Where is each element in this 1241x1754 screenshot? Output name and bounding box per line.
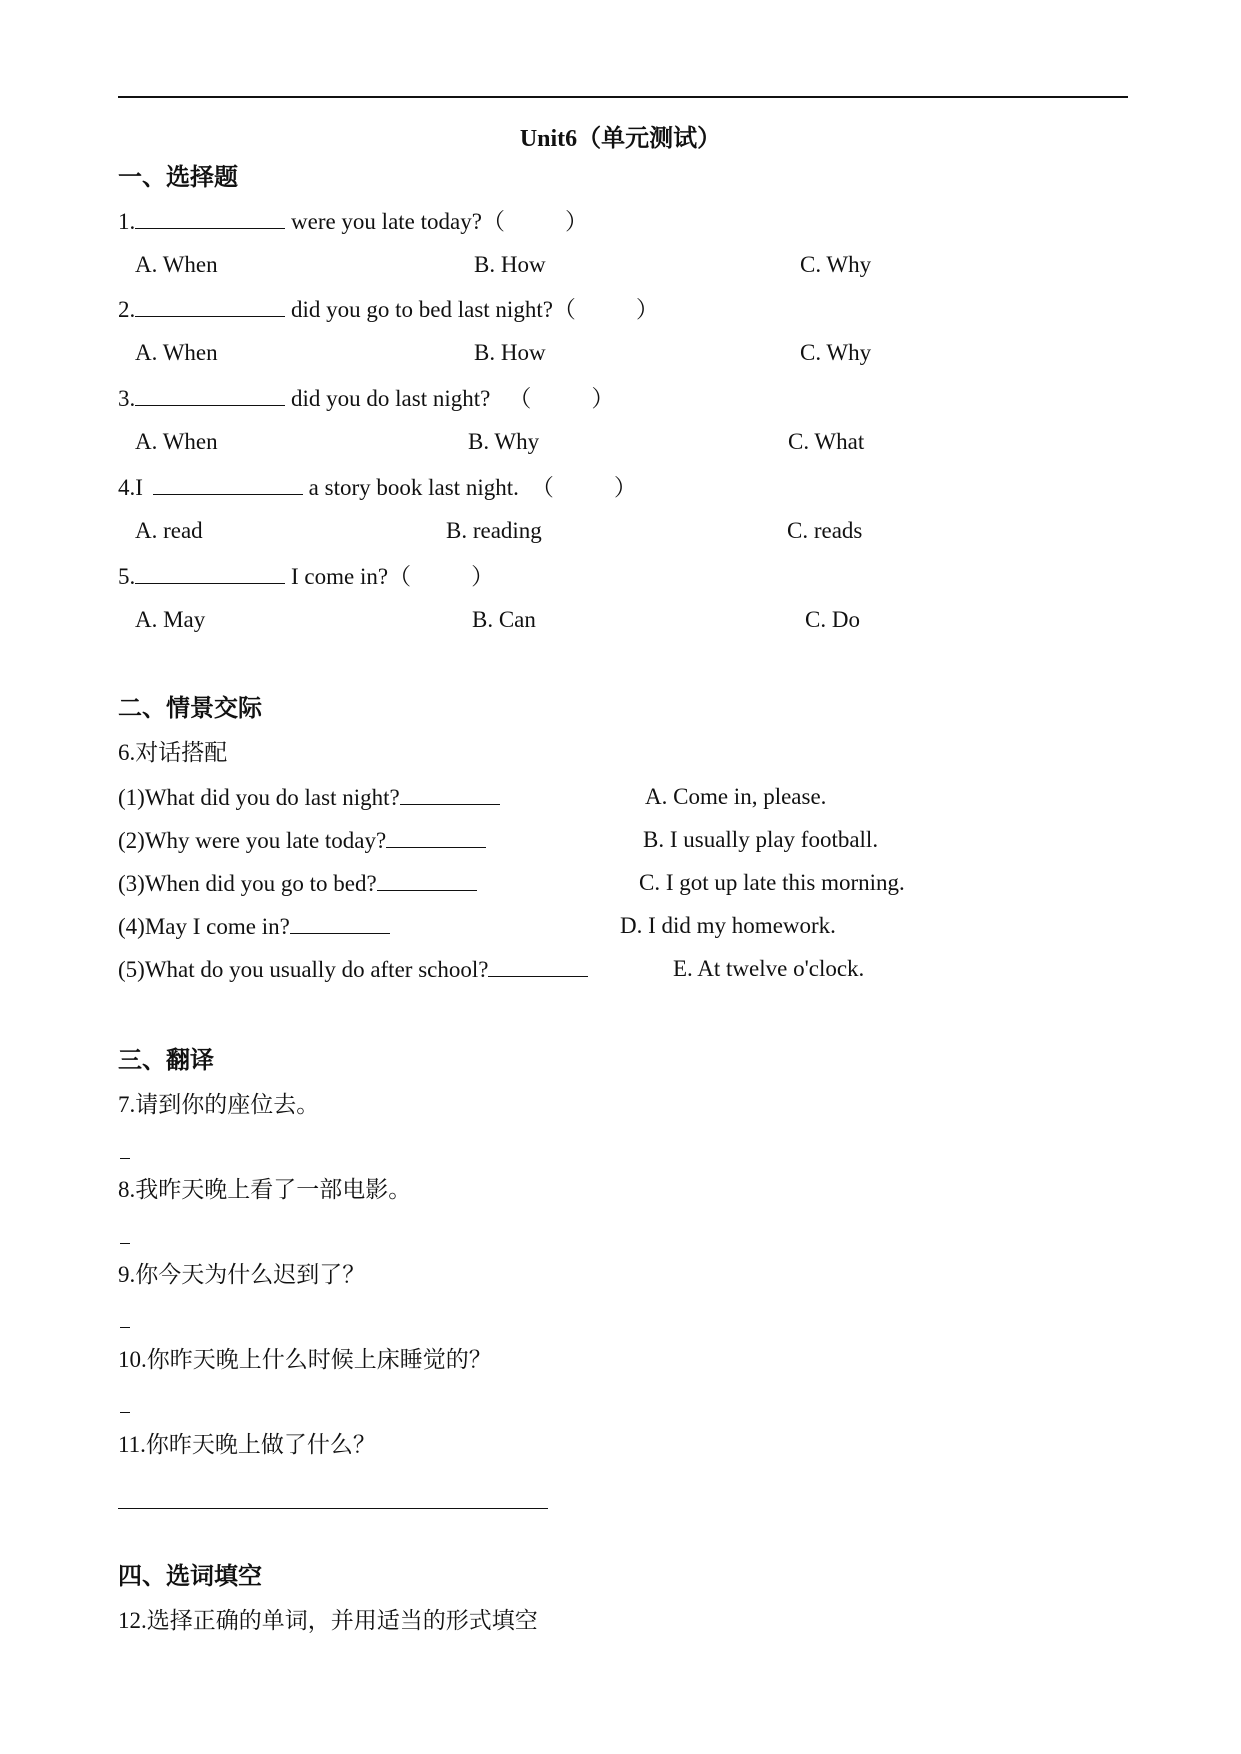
translation-8: 8.我昨天晚上看了一部电影。 bbox=[118, 1177, 412, 1202]
question-number: 2. bbox=[118, 297, 136, 322]
translation-7: 7.请到你的座位去。 bbox=[118, 1092, 320, 1117]
option-b: B. Can bbox=[472, 607, 536, 632]
answer-blank[interactable] bbox=[400, 782, 500, 805]
answer-line[interactable] bbox=[120, 1243, 130, 1244]
fill-question-12: 12.选择正确的单词，并用适当的形式填空 bbox=[118, 1608, 538, 1633]
option-b: B. How bbox=[474, 252, 546, 277]
paren-close: ） bbox=[564, 209, 588, 234]
option-b: B. reading bbox=[446, 518, 542, 543]
translation-10: 10.你昨天晚上什么时候上床睡觉的？ bbox=[118, 1347, 492, 1372]
answer-blank[interactable] bbox=[135, 383, 285, 406]
header-rule bbox=[118, 96, 1128, 98]
question-stem: were you late today? bbox=[285, 209, 482, 234]
paren-open: （ bbox=[552, 297, 576, 322]
translation-9: 9.你今天为什么迟到了？ bbox=[118, 1262, 366, 1287]
section-heading-dialogue: 二、情景交际 bbox=[118, 696, 262, 722]
question-number: 5. bbox=[118, 564, 136, 589]
question-stem: I come in? bbox=[285, 564, 389, 589]
match-question-2: (2)Why were you late today? bbox=[118, 825, 486, 856]
paren-close: ） bbox=[591, 386, 615, 411]
answer-blank[interactable] bbox=[135, 206, 285, 229]
answer-blank[interactable] bbox=[377, 868, 477, 891]
option-c: C. Why bbox=[800, 340, 872, 365]
match-answer-d: D. I did my homework. bbox=[620, 913, 836, 938]
paren-open: （ bbox=[388, 564, 412, 589]
option-a: A. When bbox=[135, 252, 218, 277]
option-a: A. When bbox=[135, 429, 218, 454]
page-title: Unit6（单元测试） bbox=[519, 126, 722, 152]
paren-close: ） bbox=[613, 475, 637, 500]
matching-heading: 6.对话搭配 bbox=[118, 740, 228, 765]
match-answer-a: A. Come in, please. bbox=[645, 784, 827, 809]
option-c: C. reads bbox=[787, 518, 863, 543]
section-heading-translation: 三、翻译 bbox=[118, 1048, 214, 1074]
answer-blank[interactable] bbox=[290, 911, 390, 934]
option-c: C. What bbox=[788, 429, 865, 454]
section-heading-choice: 一、选择题 bbox=[118, 165, 238, 191]
question-number: 3. bbox=[118, 386, 136, 411]
paren-open: （ bbox=[508, 386, 532, 411]
question-stem: did you do last night? bbox=[285, 386, 491, 411]
question-5 bbox=[118, 561, 494, 592]
answer-line[interactable] bbox=[120, 1412, 130, 1413]
match-question-3: (3)When did you go to bed? bbox=[118, 868, 477, 899]
option-c: C. Why bbox=[800, 252, 872, 277]
question-stem: did you go to bed last night? bbox=[285, 297, 553, 322]
section-heading-fill: 四、选词填空 bbox=[118, 1564, 262, 1590]
paren-open: （ bbox=[481, 209, 505, 234]
option-b: B. How bbox=[474, 340, 546, 365]
match-answer-b: B. I usually play football. bbox=[643, 827, 879, 852]
answer-blank[interactable] bbox=[153, 472, 303, 495]
option-a: A. read bbox=[135, 518, 203, 543]
paren-close: ） bbox=[471, 564, 495, 589]
answer-blank[interactable] bbox=[386, 825, 486, 848]
question-3 bbox=[118, 383, 614, 414]
match-question-4: (4)May I come in? bbox=[118, 911, 390, 942]
option-a: A. May bbox=[135, 607, 206, 632]
translation-11: 11.你昨天晚上做了什么？ bbox=[118, 1432, 376, 1457]
question-stem: a story book last night. bbox=[302, 475, 519, 500]
match-question-5: (5)What do you usually do after school? bbox=[118, 954, 588, 985]
option-b: B. Why bbox=[468, 429, 540, 454]
answer-line[interactable] bbox=[120, 1327, 130, 1328]
question-4 bbox=[118, 472, 637, 503]
question-1 bbox=[118, 206, 588, 237]
question-number: 4.I bbox=[118, 475, 143, 500]
option-a: A. When bbox=[135, 340, 218, 365]
question-number: 1. bbox=[118, 209, 136, 234]
match-answer-c: C. I got up late this morning. bbox=[639, 870, 905, 895]
answer-blank[interactable] bbox=[135, 561, 285, 584]
paren-open: （ bbox=[530, 475, 554, 500]
match-answer-e: E. At twelve o'clock. bbox=[673, 956, 865, 981]
answer-line-long[interactable] bbox=[118, 1508, 548, 1509]
match-question-1: (1)What did you do last night? bbox=[118, 782, 500, 813]
paren-close: ） bbox=[635, 297, 659, 322]
answer-blank[interactable] bbox=[135, 294, 285, 317]
question-2 bbox=[118, 294, 659, 325]
answer-blank[interactable] bbox=[488, 954, 588, 977]
option-c: C. Do bbox=[805, 607, 860, 632]
answer-line[interactable] bbox=[120, 1158, 130, 1159]
